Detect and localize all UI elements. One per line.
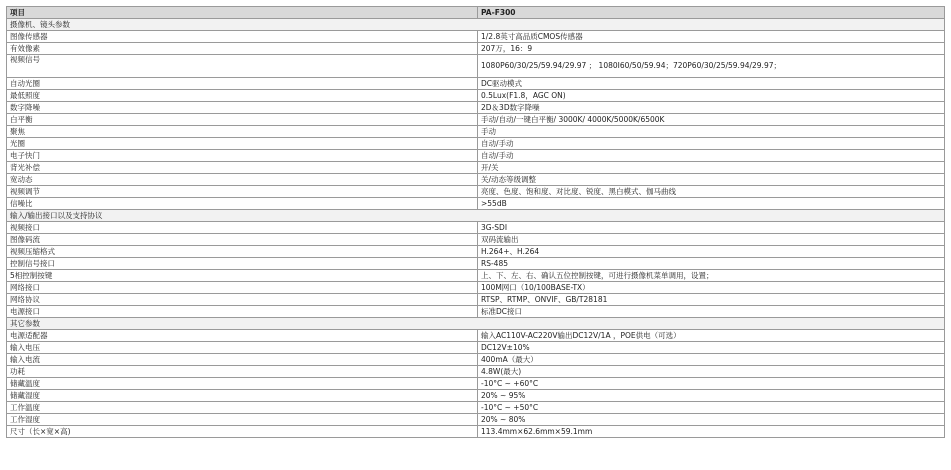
table-row	[7, 102, 945, 114]
header-item: 项目	[7, 7, 478, 19]
spec-value: 1080P60/30/25/59.94/29.97 ； 1080I60/50/59.94；720P60/30/25/59.94/29.97；	[478, 55, 945, 78]
header-model: PA-F300	[478, 7, 945, 19]
spec-value: 关/动态等级调整	[478, 174, 945, 186]
spec-value: RS-485	[478, 258, 945, 270]
table-row	[7, 186, 945, 198]
table-row	[7, 55, 945, 78]
section-title: 输入/输出接口以及支持协议	[7, 210, 945, 222]
table-row	[7, 162, 945, 174]
section-row-other	[7, 318, 945, 330]
spec-label: 自动光圈	[7, 78, 478, 90]
spec-value: 100M网口（10/100BASE-TX）	[478, 282, 945, 294]
table-row	[7, 174, 945, 186]
table-row	[7, 366, 945, 378]
spec-label: 储藏湿度	[7, 390, 478, 402]
table-row	[7, 414, 945, 426]
spec-label: 电源接口	[7, 306, 478, 318]
spec-value: 207万，16：9	[478, 43, 945, 55]
table-row	[7, 294, 945, 306]
table-row	[7, 426, 945, 438]
spec-label: 网络协议	[7, 294, 478, 306]
spec-label: 视频调节	[7, 186, 478, 198]
spec-value: 3G-SDI	[478, 222, 945, 234]
section-row-io	[7, 210, 945, 222]
table-row	[7, 198, 945, 210]
spec-label: 视频信号	[7, 55, 478, 78]
spec-value: 20% ~ 95%	[478, 390, 945, 402]
spec-label: 聚焦	[7, 126, 478, 138]
spec-label: 尺寸（长×宽×高)	[7, 426, 478, 438]
spec-value: 0.5Lux(F1.8，AGC ON)	[478, 90, 945, 102]
spec-value: 输入AC110V-AC220V输出DC12V/1A ，POE供电（可选）	[478, 330, 945, 342]
spec-value: 20% ~ 80%	[478, 414, 945, 426]
spec-table-container	[6, 6, 944, 438]
spec-label: 图像传感器	[7, 31, 478, 43]
spec-label: 输入电流	[7, 354, 478, 366]
spec-label: 工作温度	[7, 402, 478, 414]
table-header-row	[7, 7, 945, 19]
table-row	[7, 43, 945, 55]
spec-label: 功耗	[7, 366, 478, 378]
spec-value: 标准DC接口	[478, 306, 945, 318]
spec-label: 宽动态	[7, 174, 478, 186]
spec-value: -10°C ~ +50°C	[478, 402, 945, 414]
table-row	[7, 258, 945, 270]
spec-label: 信噪比	[7, 198, 478, 210]
table-row	[7, 330, 945, 342]
spec-label: 光圈	[7, 138, 478, 150]
spec-label: 背光补偿	[7, 162, 478, 174]
spec-value: H.264+、H.264	[478, 246, 945, 258]
table-row	[7, 31, 945, 43]
spec-value: 上、下、左、右、确认五位控制按键，可进行摄像机菜单调用，设置；	[478, 270, 945, 282]
table-row	[7, 126, 945, 138]
spec-label: 储藏温度	[7, 378, 478, 390]
table-row	[7, 138, 945, 150]
spec-value: 手动/自动/一键白平衡/ 3000K/ 4000K/5000K/6500K	[478, 114, 945, 126]
table-row	[7, 390, 945, 402]
spec-value: >55dB	[478, 198, 945, 210]
spec-label: 视频接口	[7, 222, 478, 234]
table-row	[7, 90, 945, 102]
spec-value: 自动/手动	[478, 138, 945, 150]
table-row	[7, 282, 945, 294]
table-row	[7, 78, 945, 90]
spec-value: RTSP、RTMP、ONVIF、GB/T28181	[478, 294, 945, 306]
spec-label: 有效像素	[7, 43, 478, 55]
spec-value: -10°C ~ +60°C	[478, 378, 945, 390]
spec-value: 400mA（最大）	[478, 354, 945, 366]
table-row	[7, 222, 945, 234]
spec-label: 数字降噪	[7, 102, 478, 114]
spec-value: 1/2.8英寸高品质CMOS传感器	[478, 31, 945, 43]
spec-value: 自动/手动	[478, 150, 945, 162]
table-row	[7, 270, 945, 282]
table-row	[7, 246, 945, 258]
spec-value: 2D＆3D数字降噪	[478, 102, 945, 114]
table-row	[7, 234, 945, 246]
spec-label: 网络接口	[7, 282, 478, 294]
spec-label: 输入电压	[7, 342, 478, 354]
spec-label: 5相控制按键	[7, 270, 478, 282]
spec-label: 电源适配器	[7, 330, 478, 342]
spec-label: 控制信号接口	[7, 258, 478, 270]
spec-label: 工作湿度	[7, 414, 478, 426]
table-row	[7, 354, 945, 366]
spec-value: 亮度、色度、饱和度、对比度、锐度、黑白模式、伽马曲线	[478, 186, 945, 198]
spec-value: DC12V±10%	[478, 342, 945, 354]
table-row	[7, 342, 945, 354]
spec-label: 图像码流	[7, 234, 478, 246]
spec-label: 白平衡	[7, 114, 478, 126]
table-row	[7, 402, 945, 414]
spec-value: 4.8W(最大)	[478, 366, 945, 378]
table-row	[7, 306, 945, 318]
spec-value: DC驱动模式	[478, 78, 945, 90]
section-row-camera	[7, 19, 945, 31]
table-row	[7, 114, 945, 126]
spec-value: 手动	[478, 126, 945, 138]
table-row	[7, 150, 945, 162]
section-title: 摄像机、镜头参数	[7, 19, 945, 31]
table-row	[7, 378, 945, 390]
section-title: 其它参数	[7, 318, 945, 330]
spec-value: 113.4mm×62.6mm×59.1mm	[478, 426, 945, 438]
spec-label: 视频压缩格式	[7, 246, 478, 258]
spec-label: 最低照度	[7, 90, 478, 102]
spec-value: 双码流输出	[478, 234, 945, 246]
spec-label: 电子快门	[7, 150, 478, 162]
spec-value: 开/关	[478, 162, 945, 174]
spec-table	[6, 6, 945, 438]
